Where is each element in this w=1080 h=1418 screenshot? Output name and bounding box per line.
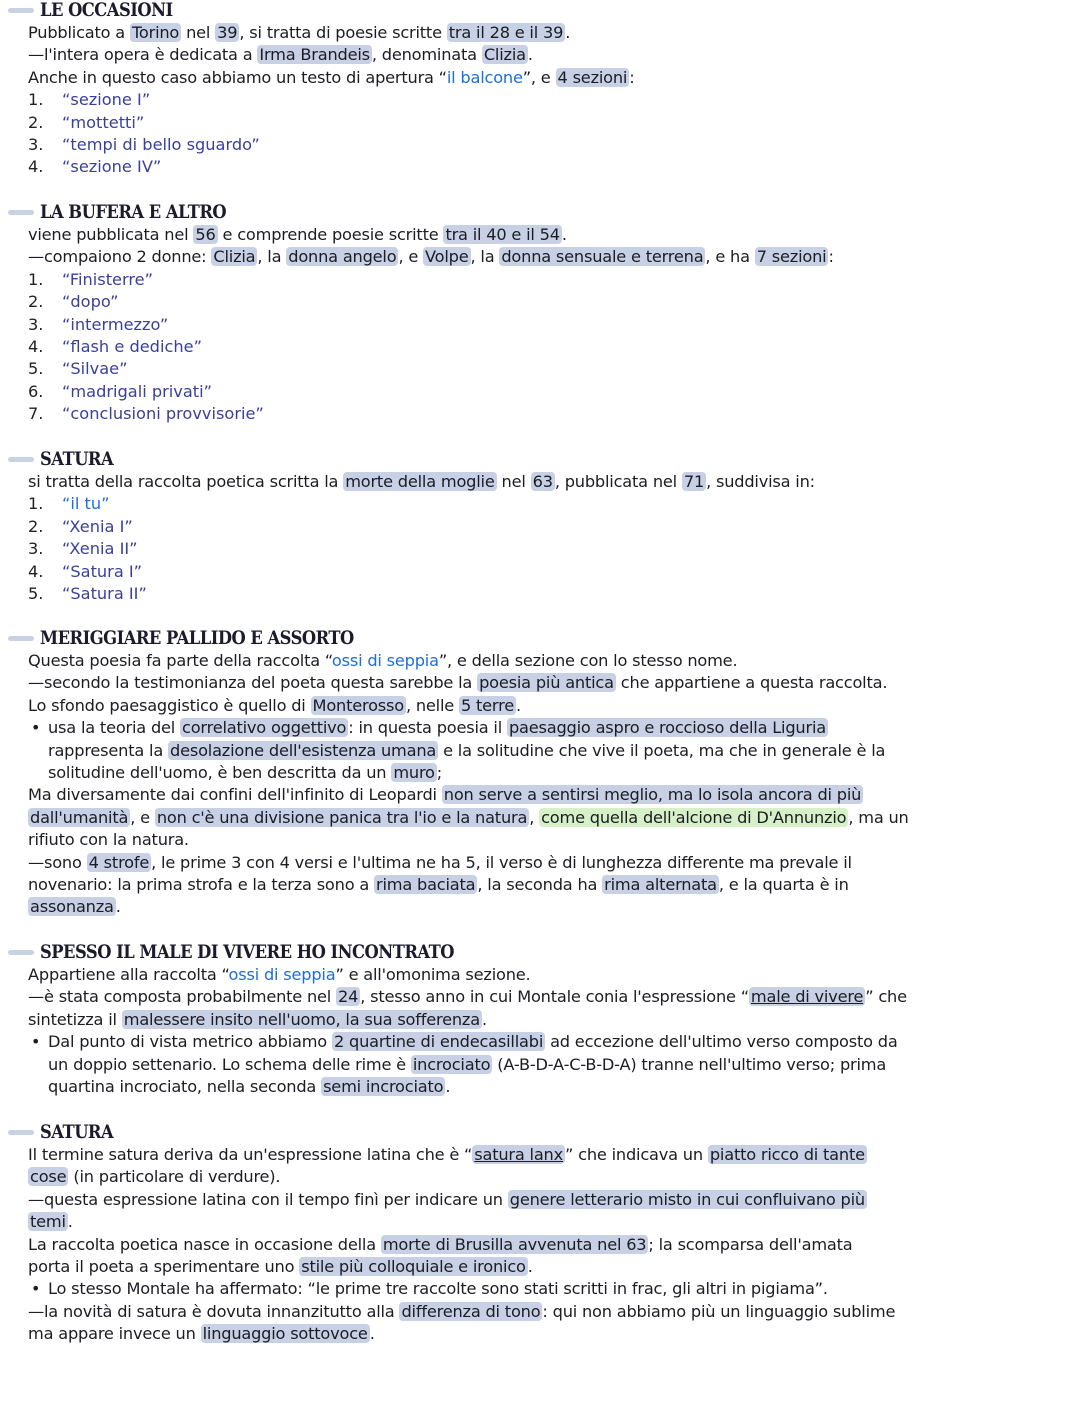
list-item: 5. “Satura II” (28, 584, 147, 604)
text-line: un doppio settenario. Lo schema delle rime è incrociato (A-B-D-A-C-B-D-A) tranne nell'ultimo verso; prima (48, 1054, 887, 1074)
text-line: cose (in particolare di verdure). (30, 1167, 281, 1187)
section-heading (8, 200, 1070, 224)
list-item: 5. “Silvae” (28, 359, 128, 379)
list-item: 3. “intermezzo” (28, 314, 169, 334)
text-line: Appartiene alla raccolta “ossi di seppia” e all'omonima sezione. (28, 965, 531, 984)
section-la-bufera (0, 200, 1070, 426)
text-line: Anche in questo caso abbiamo un testo di apertura “il balcone”, e 4 sezioni : (28, 67, 635, 87)
heading-text: LA BUFERA E ALTRO (40, 201, 227, 223)
text-line: ma appare invece un linguaggio sottovoce . (28, 1324, 375, 1344)
text-line: viene pubblicata nel 56 e comprende poesie scritte tra il 40 e il 54 . (28, 225, 567, 244)
text-line: temi . (30, 1212, 73, 1232)
text-line: Ma diversamente dai confini dell'infinito di Leopardi non serve a sentirsi meglio, ma lo isola ancora di più (28, 785, 862, 805)
list-item: 4. “sezione IV” (28, 157, 162, 177)
text-line: sintetizza il malessere insito nell'uomo, la sua sofferenza . (28, 1009, 487, 1029)
text-line: solitudine dell'uomo, è ben descritta da un muro ; (48, 763, 443, 783)
text-line: —sono 4 strofe , le prime 3 con 4 versi e l'ultima ne ha 5, il verso è di lunghezza differente ma prevale il (28, 852, 852, 872)
list-item: 1. “sezione I” (28, 90, 151, 110)
text-line: Pubblicato a Torino nel 39 , si tratta di poesie scritte tra il 28 e il 39 . (28, 23, 571, 42)
dash-marker (8, 1130, 34, 1135)
text-line: —questa espressione latina con il tempo finì per indicare un genere letterario misto in cui confluivano più (28, 1189, 865, 1209)
section-le-occasioni (0, 0, 1070, 179)
list-item: 2. “Xenia I” (28, 516, 133, 536)
text-line: —l'intera opera è dedicata a Irma Brandeis , denominata Clizia . (28, 45, 533, 65)
text-line: novenario: la prima strofa e la terza sono a rima baciata , la seconda ha rima alternata , e la quarta è in (28, 875, 849, 895)
text-line: Il termine satura deriva da un'espressione latina che è “ satura lanx ” che indicava un piatto ricco di tante (28, 1145, 865, 1164)
list-item: 1. “il tu” (28, 494, 110, 514)
section-heading (8, 0, 1070, 22)
section-heading (8, 626, 1070, 650)
section-list (0, 493, 1070, 605)
section-list (0, 269, 1070, 426)
dash-marker (8, 457, 34, 462)
heading-text: MERIGGIARE PALLIDO E ASSORTO (40, 627, 354, 649)
heading-text: SATURA (40, 1121, 114, 1143)
dash-marker (8, 8, 34, 13)
text-line: rifiuto con la natura. (28, 830, 189, 850)
dash-marker (8, 636, 34, 641)
list-item: 7. “conclusioni provvisorie” (28, 404, 264, 424)
section-meriggiare (0, 626, 1070, 919)
heading-text: SATURA (40, 448, 114, 470)
list-item: 2. “mottetti” (28, 112, 145, 132)
section-satura-2 (0, 1120, 1070, 1346)
list-item: 3. “Xenia II” (28, 539, 138, 559)
section-list (0, 89, 1070, 179)
list-item: 6. “madrigali privati” (28, 381, 212, 401)
section-heading (8, 1120, 1070, 1144)
bullet-icon: • (31, 1279, 41, 1299)
text-line: Lo sfondo paesaggistico è quello di Monterosso , nelle 5 terre . (28, 695, 521, 715)
heading-text: SPESSO IL MALE DI VIVERE HO INCONTRATO (40, 941, 455, 963)
text-line: porta il poeta a sperimentare uno stile più colloquiale e ironico . (28, 1257, 533, 1277)
section-satura-1 (0, 447, 1070, 605)
dash-marker (8, 950, 34, 955)
list-item: 3. “tempi di bello sguardo” (28, 135, 260, 155)
text-line: quartina incrociato, nella seconda semi incrociato . (48, 1077, 451, 1097)
dash-marker (8, 210, 34, 215)
list-item: 2. “dopo” (28, 292, 119, 312)
section-heading (8, 447, 1070, 471)
text-line: La raccolta poetica nasce in occasione della morte di Brusilla avvenuta nel 63 ; la scomparsa dell'amata (28, 1234, 853, 1254)
text-line: Questa poesia fa parte della raccolta “ossi di seppia”, e della sezione con lo stesso nome. (28, 651, 738, 670)
text-line: rappresenta la desolazione dell'esistenza umana e la solitudine che vive il poeta, ma che in generale è la (48, 740, 886, 760)
text-line: —compaiono 2 donne: Clizia , la donna angelo , e Volpe , la donna sensuale e terrena , e ha 7 sezioni : (28, 247, 834, 267)
text-line: assonanza . (30, 897, 121, 917)
heading-text: LE OCCASIONI (40, 0, 173, 21)
list-item: 4. “flash e dediche” (28, 337, 202, 357)
list-item: 1. “Finisterre” (28, 269, 154, 289)
section-heading (8, 940, 1070, 964)
text-line: —secondo la testimonianza del poeta questa sarebbe la poesia più antica che appartiene a questa raccolta. (28, 673, 888, 693)
text-line: dall'umanità , e non c'è una divisione panica tra l'io e la natura , come quella dell'alcione di D'Annunzio , ma un (30, 807, 909, 827)
list-item: 4. “Satura I” (28, 561, 143, 581)
section-spesso-il-male (0, 940, 1070, 1098)
bullet-item: • usa la teoria del correlativo oggettivo : in questa poesia il paesaggio aspro e roccioso della Liguria (48, 717, 1070, 739)
bullet-icon: • (31, 718, 41, 738)
bullet-icon: • (31, 1032, 41, 1052)
text-line: —è stata composta probabilmente nel 24 , stesso anno in cui Montale conia l'espressione “ male di vivere ” che (28, 987, 907, 1007)
text-line: —la novità di satura è dovuta innanzitutto alla differenza di tono : qui non abbiamo più un linguaggio sublime (28, 1301, 896, 1321)
bullet-item: • Dal punto di vista metrico abbiamo 2 quartine di endecasillabi ad eccezione dell'ultimo verso composto da (48, 1031, 1070, 1053)
text-line: si tratta della raccolta poetica scritta la morte della moglie nel 63 , pubblicata nel 71 , suddivisa in: (28, 472, 815, 491)
bullet-item: • Lo stesso Montale ha affermato: “le prime tre raccolte sono stati scritti in frac, gli altri in pigiama”. (48, 1278, 1070, 1300)
